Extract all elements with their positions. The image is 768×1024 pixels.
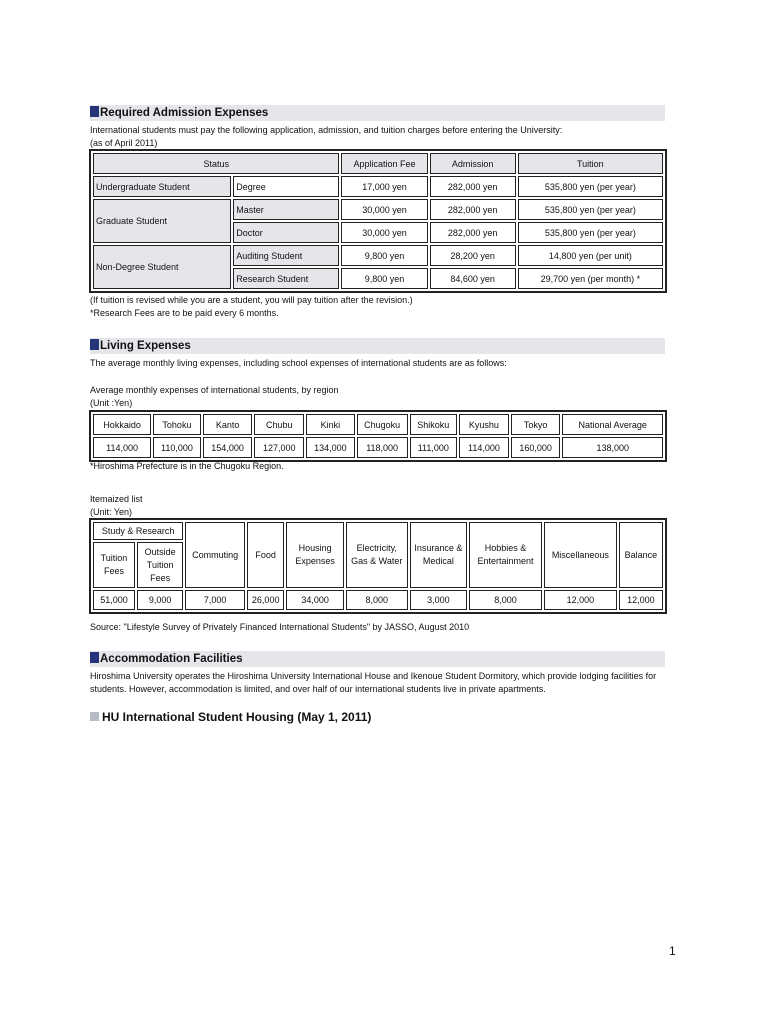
accommodation-title: Accommodation Facilities — [100, 653, 243, 665]
fee-cell: 30,000 yen — [341, 199, 427, 220]
study-research-header: Study & Research — [93, 522, 183, 540]
region-header: Tohoku — [153, 414, 201, 435]
item-unit: (Unit: Yen) — [90, 507, 133, 517]
page-number: 1 — [669, 944, 676, 958]
item-header: Tuition Fees — [93, 542, 135, 588]
item-header: Balance — [619, 522, 663, 588]
region-note: *Hiroshima Prefecture is in the Chugoku Region. — [90, 461, 284, 471]
section-marker-icon — [90, 339, 99, 350]
region-value: 118,000 — [357, 437, 408, 458]
tuition-cell: 14,800 yen (per unit) — [518, 245, 663, 266]
admission-intro: International students must pay the following application, admission, and tuition charges before entering the University: — [90, 125, 563, 135]
region-header: Chugoku — [357, 414, 408, 435]
tuition-cell: 535,800 yen (per year) — [518, 199, 663, 220]
itemized-expenses-table — [89, 518, 667, 614]
group-label: Undergraduate Student — [93, 176, 231, 197]
item-value: 26,000 — [247, 590, 285, 610]
admission-cell: 282,000 yen — [430, 176, 516, 197]
item-header: Miscellaneous — [544, 522, 617, 588]
status-sub: Master — [233, 199, 339, 220]
status-sub: Research Student — [233, 268, 339, 289]
item-value: 34,000 — [286, 590, 343, 610]
region-header: Hokkaido — [93, 414, 151, 435]
item-header: Outside Tuition Fees — [137, 542, 183, 588]
item-header: Food — [247, 522, 285, 588]
housing-subheader — [90, 709, 371, 725]
region-header: Tokyo — [511, 414, 561, 435]
item-header: Hobbies & Entertainment — [469, 522, 542, 588]
item-value: 12,000 — [544, 590, 617, 610]
admission-as-of: (as of April 2011) — [90, 138, 158, 148]
region-header: Chubu — [254, 414, 304, 435]
item-value: 9,000 — [137, 590, 183, 610]
admission-cell: 84,600 yen — [430, 268, 516, 289]
region-value: 111,000 — [410, 437, 458, 458]
item-header: Insurance & Medical — [410, 522, 467, 588]
region-value: 110,000 — [153, 437, 201, 458]
region-header: Kyushu — [459, 414, 509, 435]
item-header: Housing Expenses — [286, 522, 343, 588]
region-header: Kinki — [306, 414, 355, 435]
tuition-cell: 29,700 yen (per month) * — [518, 268, 663, 289]
item-caption: Itemaized list — [90, 494, 143, 504]
region-value: 154,000 — [203, 437, 253, 458]
group-label: Graduate Student — [93, 199, 231, 243]
item-value: 7,000 — [185, 590, 245, 610]
admission-section-header — [90, 105, 665, 121]
subsection-marker-icon — [90, 712, 99, 721]
region-unit: (Unit :Yen) — [90, 398, 133, 408]
table-row — [93, 590, 663, 610]
group-label: Non-Degree Student — [93, 245, 231, 289]
item-value: 51,000 — [93, 590, 135, 610]
header-tuition: Tuition — [518, 153, 663, 174]
region-header: Shikoku — [410, 414, 458, 435]
table-header-row — [93, 153, 663, 174]
item-value: 8,000 — [469, 590, 542, 610]
source-note: Source: "Lifestyle Survey of Privately Financed International Students" by JASSO, August 2010 — [90, 622, 470, 632]
item-header: Electricity, Gas & Water — [346, 522, 408, 588]
table-row — [93, 245, 663, 266]
fee-cell: 9,800 yen — [341, 268, 427, 289]
header-application-fee: Application Fee — [341, 153, 427, 174]
admission-cell: 282,000 yen — [430, 222, 516, 243]
section-marker-icon — [90, 106, 99, 117]
living-section-header — [90, 338, 665, 354]
accommodation-section-header — [90, 651, 665, 667]
region-caption: Average monthly expenses of international students, by region — [90, 385, 339, 395]
item-value: 8,000 — [346, 590, 408, 610]
region-value: 114,000 — [459, 437, 509, 458]
header-status: Status — [93, 153, 339, 174]
admission-cell: 282,000 yen — [430, 199, 516, 220]
admission-fees-table — [89, 149, 667, 293]
living-title: Living Expenses — [100, 340, 191, 352]
fee-cell: 9,800 yen — [341, 245, 427, 266]
item-value: 3,000 — [410, 590, 467, 610]
table-row — [93, 176, 663, 197]
region-value: 138,000 — [562, 437, 663, 458]
table-header-row — [93, 414, 663, 435]
admission-title: Required Admission Expenses — [100, 107, 269, 119]
region-expenses-table — [89, 410, 667, 462]
admission-note-revision: (If tuition is revised while you are a student, you will pay tuition after the revision.) — [90, 295, 413, 305]
table-row — [93, 199, 663, 220]
region-header: National Average — [562, 414, 663, 435]
status-sub: Degree — [233, 176, 339, 197]
admission-note-research: *Research Fees are to be paid every 6 months. — [90, 308, 279, 318]
living-intro: The average monthly living expenses, including school expenses of international students are as follows: — [90, 358, 507, 368]
item-header: Commuting — [185, 522, 245, 588]
item-value: 12,000 — [619, 590, 663, 610]
region-value: 114,000 — [93, 437, 151, 458]
region-value: 134,000 — [306, 437, 355, 458]
housing-title: HU International Student Housing (May 1, 2011) — [102, 710, 372, 724]
admission-cell: 28,200 yen — [430, 245, 516, 266]
table-row — [93, 437, 663, 458]
region-header: Kanto — [203, 414, 253, 435]
tuition-cell: 535,800 yen (per year) — [518, 176, 663, 197]
region-value: 127,000 — [254, 437, 304, 458]
fee-cell: 30,000 yen — [341, 222, 427, 243]
header-admission: Admission — [430, 153, 516, 174]
fee-cell: 17,000 yen — [341, 176, 427, 197]
region-value: 160,000 — [511, 437, 561, 458]
status-sub: Auditing Student — [233, 245, 339, 266]
tuition-cell: 535,800 yen (per year) — [518, 222, 663, 243]
accommodation-text: Hiroshima University operates the Hiroshima University International House and Ikenoue Student Dormitory, which provide lodging facilities for students. However, accommodation is limited, and over half of our international students live in private apartments. — [90, 671, 657, 694]
status-sub: Doctor — [233, 222, 339, 243]
section-marker-icon — [90, 652, 99, 663]
table-header-row — [93, 522, 663, 540]
